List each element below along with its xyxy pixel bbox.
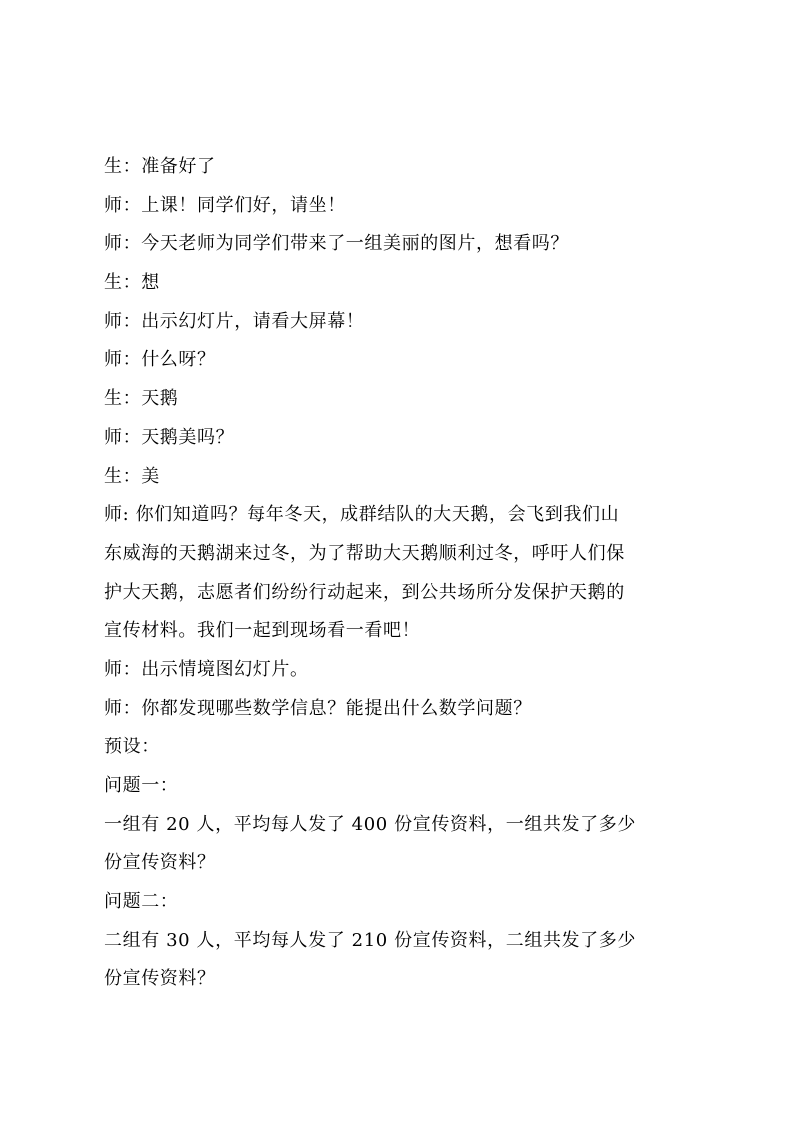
text-line: 师：今天老师为同学们带来了一组美丽的图片，想看吗？ bbox=[104, 233, 569, 255]
lesson-transcript bbox=[104, 148, 704, 999]
text-line: 生：想 bbox=[104, 272, 160, 294]
text-line: 师：天鹅美吗？ bbox=[104, 426, 235, 448]
text-line: 师：出示幻灯片，请看大屏幕！ bbox=[104, 310, 365, 332]
text-line: 师：你都发现哪些数学信息？能提出什么数学问题？ bbox=[104, 697, 532, 719]
text-line: 一组有 20 人，平均每人发了 400 份宣传资料，一组共发了多少 bbox=[104, 813, 636, 835]
text-line: 师：什么呀？ bbox=[104, 349, 216, 371]
text-line: 问题一： bbox=[104, 775, 179, 796]
text-line: 份宣传资料？ bbox=[104, 968, 216, 990]
text-line: 生：美 bbox=[104, 465, 160, 487]
text-line: 护大天鹅，志愿者们纷纷行动起来，到公共场所分发保护天鹅的 bbox=[104, 581, 625, 603]
text-line: 预设： bbox=[104, 736, 160, 758]
text-line: 师：上课！同学们好，请坐！ bbox=[104, 194, 346, 216]
text-line: 生：天鹅 bbox=[104, 388, 179, 410]
text-line: 二组有 30 人，平均每人发了 210 份宣传资料，二组共发了多少 bbox=[104, 929, 636, 951]
text-line: 宣传材料。我们一起到现场看一看吧！ bbox=[104, 620, 421, 642]
text-line: 师：出示情境图幻灯片。 bbox=[104, 658, 309, 680]
text-line: 师: 你们知道吗？每年冬天，成群结队的大天鹅，会飞到我们山 bbox=[104, 504, 620, 526]
text-line: 份宣传资料？ bbox=[104, 852, 216, 874]
text-line: 东威海的天鹅湖来过冬，为了帮助大天鹅顺利过冬，呼吁人们保 bbox=[104, 542, 625, 564]
text-line: 生：准备好了 bbox=[104, 156, 216, 177]
text-line: 问题二： bbox=[104, 891, 179, 913]
